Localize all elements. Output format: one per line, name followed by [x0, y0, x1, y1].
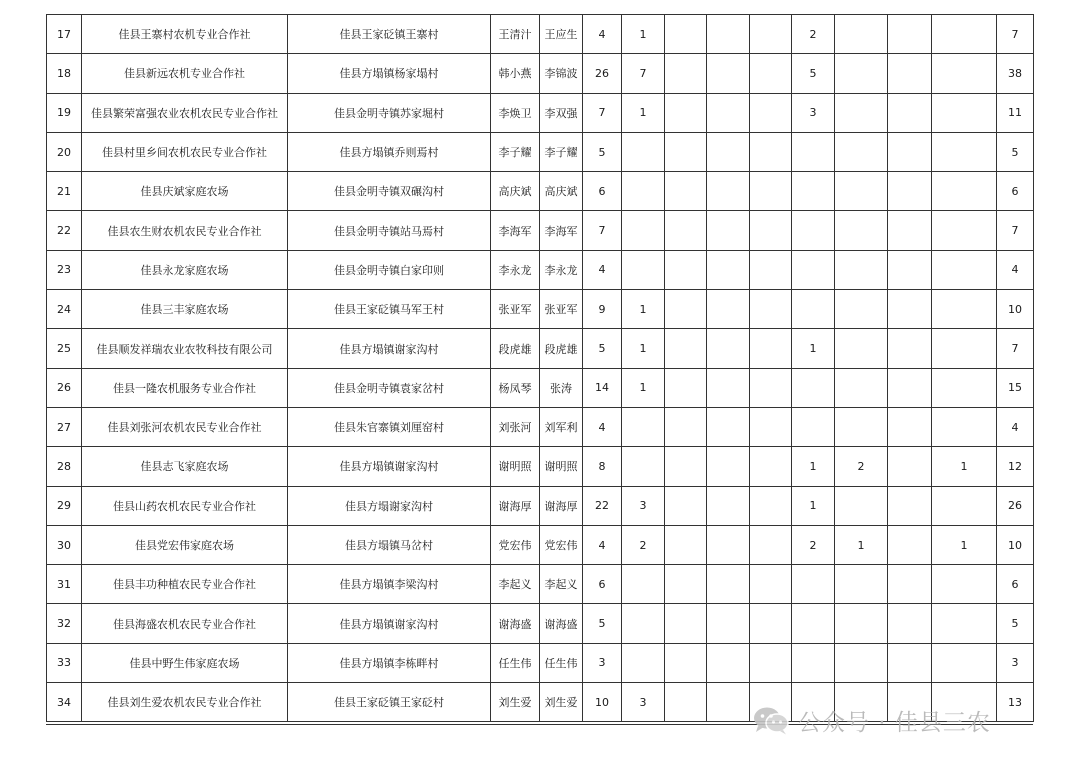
machine-count-cell-1: 10 — [583, 683, 622, 722]
table-row — [47, 54, 1034, 93]
legal-representative-cell: 李永龙 — [491, 250, 540, 289]
row-number-cell: 34 — [47, 683, 82, 722]
machine-count-cell-4 — [707, 565, 750, 604]
machine-count-cell-7 — [835, 486, 888, 525]
machine-count-cell-4 — [707, 525, 750, 564]
total-count-cell: 38 — [997, 54, 1034, 93]
machine-count-cell-8 — [888, 525, 932, 564]
table-row — [47, 329, 1034, 368]
machine-count-cell-6 — [792, 132, 835, 171]
contact-person-cell: 李永龙 — [540, 250, 583, 289]
machine-count-cell-3 — [665, 250, 707, 289]
machine-count-cell-8 — [888, 250, 932, 289]
address-cell: 佳县方塌镇杨家塌村 — [288, 54, 491, 93]
total-count-cell: 7 — [997, 15, 1034, 54]
machine-count-cell-8 — [888, 565, 932, 604]
machine-count-cell-9: 1 — [932, 525, 997, 564]
total-count-cell: 6 — [997, 565, 1034, 604]
machine-count-cell-5 — [750, 15, 792, 54]
machine-count-cell-8 — [888, 211, 932, 250]
legal-representative-cell: 李子耀 — [491, 132, 540, 171]
total-count-cell: 5 — [997, 132, 1034, 171]
machine-count-cell-5 — [750, 407, 792, 446]
address-cell: 佳县方塌镇谢家沟村 — [288, 604, 491, 643]
legal-representative-cell: 党宏伟 — [491, 525, 540, 564]
legal-representative-cell: 高庆斌 — [491, 172, 540, 211]
machine-count-cell-9: 1 — [932, 447, 997, 486]
machine-count-cell-3 — [665, 93, 707, 132]
machine-count-cell-2 — [622, 250, 665, 289]
machine-count-cell-9 — [932, 132, 997, 171]
machine-count-cell-4 — [707, 486, 750, 525]
machine-count-cell-5 — [750, 211, 792, 250]
cooperative-name-cell: 佳县新远农机专业合作社 — [82, 54, 288, 93]
machine-count-cell-1: 4 — [583, 525, 622, 564]
machine-count-cell-1: 5 — [583, 604, 622, 643]
machine-count-cell-5 — [750, 93, 792, 132]
contact-person-cell: 李子耀 — [540, 132, 583, 171]
machine-count-cell-5 — [750, 486, 792, 525]
machine-count-cell-7 — [835, 329, 888, 368]
machine-count-cell-7 — [835, 132, 888, 171]
machine-count-cell-4 — [707, 93, 750, 132]
address-cell: 佳县王家砭镇王家砭村 — [288, 683, 491, 722]
machine-count-cell-4 — [707, 604, 750, 643]
row-number-cell: 17 — [47, 15, 82, 54]
legal-representative-cell: 张亚军 — [491, 290, 540, 329]
machine-count-cell-2: 3 — [622, 486, 665, 525]
machine-count-cell-7 — [835, 565, 888, 604]
machine-count-cell-9 — [932, 368, 997, 407]
legal-representative-cell: 谢明照 — [491, 447, 540, 486]
address-cell: 佳县方塌镇谢家沟村 — [288, 329, 491, 368]
row-number-cell: 29 — [47, 486, 82, 525]
machine-count-cell-2 — [622, 643, 665, 682]
machine-count-cell-7 — [835, 250, 888, 289]
machine-count-cell-6: 1 — [792, 486, 835, 525]
address-cell: 佳县金明寺镇苏家堀村 — [288, 93, 491, 132]
machine-count-cell-1: 5 — [583, 132, 622, 171]
machine-count-cell-7 — [835, 172, 888, 211]
machine-count-cell-3 — [665, 172, 707, 211]
contact-person-cell: 李起义 — [540, 565, 583, 604]
machine-count-cell-3 — [665, 132, 707, 171]
machine-count-cell-8 — [888, 54, 932, 93]
machine-count-cell-9 — [932, 172, 997, 211]
machine-count-cell-9 — [932, 604, 997, 643]
machine-count-cell-8 — [888, 407, 932, 446]
machine-count-cell-6: 5 — [792, 54, 835, 93]
legal-representative-cell: 李焕卫 — [491, 93, 540, 132]
table-row — [47, 525, 1034, 564]
cooperative-name-cell: 佳县永龙家庭农场 — [82, 250, 288, 289]
table-row — [47, 290, 1034, 329]
machine-count-cell-9 — [932, 54, 997, 93]
cooperative-name-cell: 佳县刘生爱农机农民专业合作社 — [82, 683, 288, 722]
row-number-cell: 22 — [47, 211, 82, 250]
machine-count-cell-4 — [707, 15, 750, 54]
machine-count-cell-1: 5 — [583, 329, 622, 368]
row-number-cell: 24 — [47, 290, 82, 329]
contact-person-cell: 谢明照 — [540, 447, 583, 486]
address-cell: 佳县金明寺镇袁家岔村 — [288, 368, 491, 407]
machine-count-cell-5 — [750, 565, 792, 604]
machine-count-cell-4 — [707, 172, 750, 211]
machine-count-cell-8 — [888, 172, 932, 211]
machine-count-cell-2 — [622, 407, 665, 446]
machine-count-cell-2: 1 — [622, 368, 665, 407]
machine-count-cell-2: 1 — [622, 290, 665, 329]
address-cell: 佳县金明寺镇双碾沟村 — [288, 172, 491, 211]
machine-count-cell-8 — [888, 290, 932, 329]
table-row — [47, 447, 1034, 486]
cooperative-name-cell: 佳县丰功种植农民专业合作社 — [82, 565, 288, 604]
machine-count-cell-3 — [665, 604, 707, 643]
legal-representative-cell: 任生伟 — [491, 643, 540, 682]
machine-count-cell-3 — [665, 565, 707, 604]
machine-count-cell-8 — [888, 604, 932, 643]
machine-count-cell-7 — [835, 368, 888, 407]
total-count-cell: 3 — [997, 643, 1034, 682]
cooperative-name-cell: 佳县党宏伟家庭农场 — [82, 525, 288, 564]
table-body — [47, 15, 1034, 722]
contact-person-cell: 张亚军 — [540, 290, 583, 329]
machine-count-cell-3 — [665, 329, 707, 368]
machine-count-cell-6: 2 — [792, 15, 835, 54]
total-count-cell: 4 — [997, 407, 1034, 446]
machine-count-cell-3 — [665, 15, 707, 54]
row-number-cell: 18 — [47, 54, 82, 93]
total-count-cell: 10 — [997, 525, 1034, 564]
cooperative-name-cell: 佳县庆斌家庭农场 — [82, 172, 288, 211]
machine-count-cell-3 — [665, 290, 707, 329]
table-row — [47, 15, 1034, 54]
row-number-cell: 21 — [47, 172, 82, 211]
machine-count-cell-1: 6 — [583, 172, 622, 211]
total-count-cell: 12 — [997, 447, 1034, 486]
machine-count-cell-9 — [932, 565, 997, 604]
machine-count-cell-2: 3 — [622, 683, 665, 722]
machine-count-cell-3 — [665, 683, 707, 722]
legal-representative-cell: 李海军 — [491, 211, 540, 250]
row-number-cell: 27 — [47, 407, 82, 446]
table-row — [47, 604, 1034, 643]
machine-count-cell-2: 1 — [622, 329, 665, 368]
machine-count-cell-1: 9 — [583, 290, 622, 329]
row-number-cell: 28 — [47, 447, 82, 486]
machine-count-cell-9 — [932, 329, 997, 368]
row-number-cell: 20 — [47, 132, 82, 171]
machine-count-cell-5 — [750, 54, 792, 93]
machine-count-cell-6 — [792, 604, 835, 643]
address-cell: 佳县王家砭镇马军王村 — [288, 290, 491, 329]
machine-count-cell-1: 4 — [583, 250, 622, 289]
machine-count-cell-3 — [665, 407, 707, 446]
total-count-cell: 13 — [997, 683, 1034, 722]
legal-representative-cell: 谢海厚 — [491, 486, 540, 525]
machine-count-cell-2 — [622, 132, 665, 171]
machine-count-cell-4 — [707, 407, 750, 446]
machine-count-cell-9 — [932, 93, 997, 132]
row-number-cell: 25 — [47, 329, 82, 368]
machine-count-cell-6 — [792, 172, 835, 211]
machine-count-cell-9 — [932, 290, 997, 329]
machine-count-cell-7 — [835, 15, 888, 54]
table-row — [47, 565, 1034, 604]
machine-count-cell-9 — [932, 407, 997, 446]
total-count-cell: 11 — [997, 93, 1034, 132]
machine-count-cell-7 — [835, 93, 888, 132]
contact-person-cell: 段虎雄 — [540, 329, 583, 368]
contact-person-cell: 李海军 — [540, 211, 583, 250]
machine-count-cell-5 — [750, 250, 792, 289]
cooperative-name-cell: 佳县志飞家庭农场 — [82, 447, 288, 486]
legal-representative-cell: 刘张河 — [491, 407, 540, 446]
table-row — [47, 250, 1034, 289]
address-cell: 佳县王家砭镇王寨村 — [288, 15, 491, 54]
address-cell: 佳县方塌镇乔则焉村 — [288, 132, 491, 171]
machine-count-cell-6: 1 — [792, 447, 835, 486]
machine-count-cell-7: 1 — [835, 525, 888, 564]
cooperative-name-cell: 佳县顺发祥瑞农业农牧科技有限公司 — [82, 329, 288, 368]
machine-count-cell-5 — [750, 172, 792, 211]
row-number-cell: 19 — [47, 93, 82, 132]
contact-person-cell: 谢海盛 — [540, 604, 583, 643]
machine-count-cell-6: 2 — [792, 525, 835, 564]
machine-count-cell-9 — [932, 250, 997, 289]
contact-person-cell: 王应生 — [540, 15, 583, 54]
machine-count-cell-4 — [707, 643, 750, 682]
machine-count-cell-6 — [792, 290, 835, 329]
machine-count-cell-8 — [888, 368, 932, 407]
machine-count-cell-3 — [665, 368, 707, 407]
address-cell: 佳县金明寺镇白家印则 — [288, 250, 491, 289]
machine-count-cell-1: 7 — [583, 93, 622, 132]
address-cell: 佳县方塌镇李梁沟村 — [288, 565, 491, 604]
total-count-cell: 10 — [997, 290, 1034, 329]
watermark-text: 公众号 · 佳县三农 — [798, 709, 991, 736]
machine-count-cell-6 — [792, 565, 835, 604]
machine-count-cell-1: 3 — [583, 643, 622, 682]
cooperative-machinery-table — [46, 14, 1034, 722]
row-number-cell: 23 — [47, 250, 82, 289]
address-cell: 佳县方塌镇马岔村 — [288, 525, 491, 564]
machine-count-cell-9 — [932, 15, 997, 54]
cooperative-name-cell: 佳县村里乡间农机农民专业合作社 — [82, 132, 288, 171]
machine-count-cell-9 — [932, 643, 997, 682]
table-row — [47, 211, 1034, 250]
machine-count-cell-8 — [888, 447, 932, 486]
machine-count-cell-7 — [835, 54, 888, 93]
machine-count-cell-4 — [707, 250, 750, 289]
legal-representative-cell: 韩小燕 — [491, 54, 540, 93]
contact-person-cell: 李锦波 — [540, 54, 583, 93]
total-count-cell: 7 — [997, 329, 1034, 368]
table-row — [47, 486, 1034, 525]
contact-person-cell: 谢海厚 — [540, 486, 583, 525]
row-number-cell: 31 — [47, 565, 82, 604]
legal-representative-cell: 谢海盛 — [491, 604, 540, 643]
machine-count-cell-3 — [665, 525, 707, 564]
machine-count-cell-2 — [622, 565, 665, 604]
address-cell: 佳县方塌谢家沟村 — [288, 486, 491, 525]
contact-person-cell: 张涛 — [540, 368, 583, 407]
address-cell: 佳县金明寺镇站马焉村 — [288, 211, 491, 250]
machine-count-cell-5 — [750, 132, 792, 171]
machine-count-cell-2 — [622, 604, 665, 643]
table-row — [47, 407, 1034, 446]
table-row — [47, 643, 1034, 682]
total-count-cell: 15 — [997, 368, 1034, 407]
machine-count-cell-2: 7 — [622, 54, 665, 93]
cooperative-name-cell: 佳县中野生伟家庭农场 — [82, 643, 288, 682]
contact-person-cell: 党宏伟 — [540, 525, 583, 564]
cooperative-name-cell: 佳县山药农机农民专业合作社 — [82, 486, 288, 525]
address-cell: 佳县方塌镇李栋畔村 — [288, 643, 491, 682]
machine-count-cell-6 — [792, 368, 835, 407]
table-row — [47, 93, 1034, 132]
row-number-cell: 33 — [47, 643, 82, 682]
machine-count-cell-3 — [665, 211, 707, 250]
machine-count-cell-3 — [665, 643, 707, 682]
watermark — [752, 700, 991, 740]
row-number-cell: 26 — [47, 368, 82, 407]
total-count-cell: 7 — [997, 211, 1034, 250]
total-count-cell: 5 — [997, 604, 1034, 643]
table-row — [47, 172, 1034, 211]
machine-count-cell-7 — [835, 407, 888, 446]
machine-count-cell-4 — [707, 132, 750, 171]
machine-count-cell-5 — [750, 329, 792, 368]
machine-count-cell-8 — [888, 329, 932, 368]
machine-count-cell-1: 14 — [583, 368, 622, 407]
machine-count-cell-4 — [707, 54, 750, 93]
machine-count-cell-6 — [792, 643, 835, 682]
machine-count-cell-2: 1 — [622, 93, 665, 132]
legal-representative-cell: 杨凤琴 — [491, 368, 540, 407]
machine-count-cell-6 — [792, 211, 835, 250]
machine-count-cell-2 — [622, 447, 665, 486]
machine-count-cell-7 — [835, 211, 888, 250]
page-top-edge — [0, 0, 1080, 13]
machine-count-cell-9 — [932, 486, 997, 525]
total-count-cell: 6 — [997, 172, 1034, 211]
machine-count-cell-4 — [707, 211, 750, 250]
machine-count-cell-5 — [750, 643, 792, 682]
machine-count-cell-9 — [932, 211, 997, 250]
machine-count-cell-2 — [622, 172, 665, 211]
machine-count-cell-1: 22 — [583, 486, 622, 525]
machine-count-cell-3 — [665, 54, 707, 93]
machine-count-cell-7 — [835, 290, 888, 329]
machine-count-cell-1: 4 — [583, 15, 622, 54]
address-cell: 佳县方塌镇谢家沟村 — [288, 447, 491, 486]
machine-count-cell-2 — [622, 211, 665, 250]
machine-count-cell-1: 6 — [583, 565, 622, 604]
machine-count-cell-2: 2 — [622, 525, 665, 564]
row-number-cell: 32 — [47, 604, 82, 643]
contact-person-cell: 李双强 — [540, 93, 583, 132]
machine-count-cell-6 — [792, 407, 835, 446]
contact-person-cell: 任生伟 — [540, 643, 583, 682]
machine-count-cell-7 — [835, 643, 888, 682]
contact-person-cell: 刘生爱 — [540, 683, 583, 722]
machine-count-cell-1: 4 — [583, 407, 622, 446]
machine-count-cell-6: 3 — [792, 93, 835, 132]
machine-count-cell-2: 1 — [622, 15, 665, 54]
cooperative-name-cell: 佳县农生财农机农民专业合作社 — [82, 211, 288, 250]
legal-representative-cell: 刘生爱 — [491, 683, 540, 722]
legal-representative-cell: 李起义 — [491, 565, 540, 604]
machine-count-cell-5 — [750, 447, 792, 486]
address-cell: 佳县朱官寨镇刘厘窑村 — [288, 407, 491, 446]
machine-count-cell-3 — [665, 447, 707, 486]
machine-count-cell-8 — [888, 486, 932, 525]
machine-count-cell-4 — [707, 683, 750, 722]
machine-count-cell-7: 2 — [835, 447, 888, 486]
machine-count-cell-4 — [707, 447, 750, 486]
machine-count-cell-5 — [750, 368, 792, 407]
table-row — [47, 132, 1034, 171]
legal-representative-cell: 王清汁 — [491, 15, 540, 54]
row-number-cell: 30 — [47, 525, 82, 564]
cooperative-name-cell: 佳县刘张河农机农民专业合作社 — [82, 407, 288, 446]
machine-count-cell-4 — [707, 368, 750, 407]
legal-representative-cell: 段虎雄 — [491, 329, 540, 368]
total-count-cell: 26 — [997, 486, 1034, 525]
cooperative-name-cell: 佳县一隆农机服务专业合作社 — [82, 368, 288, 407]
machine-count-cell-3 — [665, 486, 707, 525]
machine-count-cell-1: 7 — [583, 211, 622, 250]
cooperative-name-cell: 佳县海盛农机农民专业合作社 — [82, 604, 288, 643]
machine-count-cell-5 — [750, 290, 792, 329]
machine-count-cell-4 — [707, 329, 750, 368]
machine-count-cell-4 — [707, 290, 750, 329]
machine-count-cell-7 — [835, 604, 888, 643]
table-row — [47, 368, 1034, 407]
cooperative-name-cell: 佳县繁荣富强农业农机农民专业合作社 — [82, 93, 288, 132]
contact-person-cell: 高庆斌 — [540, 172, 583, 211]
machine-count-cell-8 — [888, 93, 932, 132]
cooperative-name-cell: 佳县三丰家庭农场 — [82, 290, 288, 329]
machine-count-cell-8 — [888, 15, 932, 54]
contact-person-cell: 刘军利 — [540, 407, 583, 446]
cooperative-name-cell: 佳县王寨村农机专业合作社 — [82, 15, 288, 54]
machine-count-cell-6 — [792, 250, 835, 289]
machine-count-cell-5 — [750, 604, 792, 643]
machine-count-cell-8 — [888, 643, 932, 682]
machine-count-cell-1: 8 — [583, 447, 622, 486]
machine-count-cell-6: 1 — [792, 329, 835, 368]
wechat-icon — [752, 705, 790, 735]
machine-count-cell-5 — [750, 525, 792, 564]
machine-count-cell-1: 26 — [583, 54, 622, 93]
total-count-cell: 4 — [997, 250, 1034, 289]
machine-count-cell-8 — [888, 132, 932, 171]
